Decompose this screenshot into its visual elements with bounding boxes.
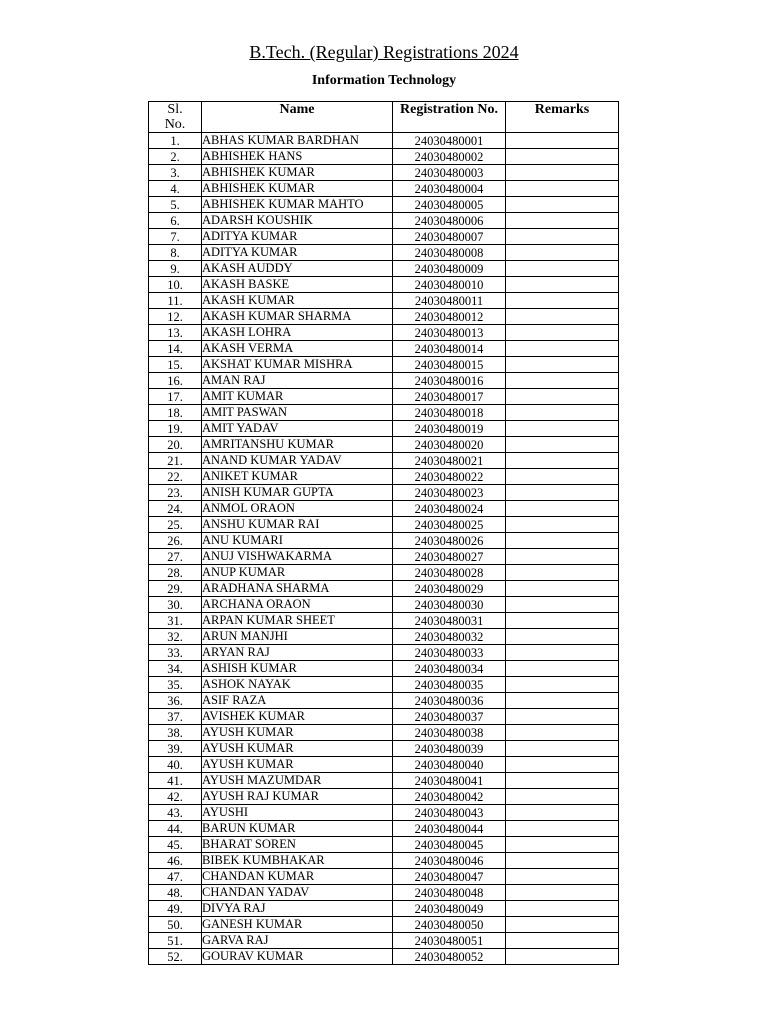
remarks-cell [506, 853, 619, 869]
name-cell: AYUSH KUMAR [202, 757, 393, 773]
sl-cell: 19. [149, 421, 202, 437]
sl-cell: 41. [149, 773, 202, 789]
sl-cell: 9. [149, 261, 202, 277]
sl-cell: 3. [149, 165, 202, 181]
sl-cell: 2. [149, 149, 202, 165]
name-cell: BARUN KUMAR [202, 821, 393, 837]
remarks-cell [506, 533, 619, 549]
registration-cell: 24030480013 [393, 325, 506, 341]
table-row [149, 245, 619, 261]
sl-cell: 8. [149, 245, 202, 261]
registration-cell: 24030480026 [393, 533, 506, 549]
sl-cell: 32. [149, 629, 202, 645]
registration-cell: 24030480033 [393, 645, 506, 661]
remarks-cell [506, 613, 619, 629]
name-cell: ANISH KUMAR GUPTA [202, 485, 393, 501]
name-cell: ADITYA KUMAR [202, 229, 393, 245]
sl-cell: 23. [149, 485, 202, 501]
header-sl-line1: Sl. [167, 102, 183, 117]
name-cell: ASHOK NAYAK [202, 677, 393, 693]
registration-cell: 24030480048 [393, 885, 506, 901]
header-sl-no [149, 102, 202, 133]
table-row [149, 549, 619, 565]
name-cell: ARUN MANJHI [202, 629, 393, 645]
name-cell: AMIT PASWAN [202, 405, 393, 421]
table-row [149, 293, 619, 309]
registration-cell: 24030480022 [393, 469, 506, 485]
registration-cell: 24030480049 [393, 901, 506, 917]
sl-cell: 24. [149, 501, 202, 517]
table-row [149, 197, 619, 213]
table-row [149, 949, 619, 965]
sl-cell: 17. [149, 389, 202, 405]
table-row [149, 533, 619, 549]
registration-cell: 24030480038 [393, 725, 506, 741]
header-remarks: Remarks [506, 102, 619, 133]
table-row [149, 821, 619, 837]
remarks-cell [506, 917, 619, 933]
registration-cell: 24030480010 [393, 277, 506, 293]
remarks-cell [506, 229, 619, 245]
header-sl-line2: No. [164, 117, 186, 132]
registration-cell: 24030480012 [393, 309, 506, 325]
remarks-cell [506, 421, 619, 437]
sl-cell: 28. [149, 565, 202, 581]
name-cell: ADARSH KOUSHIK [202, 213, 393, 229]
remarks-cell [506, 597, 619, 613]
table-row [149, 437, 619, 453]
sl-cell: 33. [149, 645, 202, 661]
sl-cell: 21. [149, 453, 202, 469]
remarks-cell [506, 453, 619, 469]
name-cell: ANU KUMARI [202, 533, 393, 549]
sl-cell: 42. [149, 789, 202, 805]
registration-cell: 24030480006 [393, 213, 506, 229]
registration-cell: 24030480046 [393, 853, 506, 869]
registration-cell: 24030480002 [393, 149, 506, 165]
table-row [149, 901, 619, 917]
remarks-cell [506, 213, 619, 229]
registration-cell: 24030480041 [393, 773, 506, 789]
remarks-cell [506, 901, 619, 917]
name-cell: ARYAN RAJ [202, 645, 393, 661]
table-row [149, 453, 619, 469]
remarks-cell [506, 661, 619, 677]
remarks-cell [506, 693, 619, 709]
sl-cell: 11. [149, 293, 202, 309]
remarks-cell [506, 165, 619, 181]
registration-cell: 24030480027 [393, 549, 506, 565]
sl-cell: 4. [149, 181, 202, 197]
table-row [149, 133, 619, 149]
remarks-cell [506, 933, 619, 949]
sl-cell: 6. [149, 213, 202, 229]
table-row [149, 485, 619, 501]
sl-cell: 31. [149, 613, 202, 629]
sl-cell: 35. [149, 677, 202, 693]
name-cell: AMRITANSHU KUMAR [202, 437, 393, 453]
sl-cell: 45. [149, 837, 202, 853]
remarks-cell [506, 341, 619, 357]
table-header-row [149, 102, 619, 133]
remarks-cell [506, 677, 619, 693]
remarks-cell [506, 309, 619, 325]
remarks-cell [506, 357, 619, 373]
remarks-cell [506, 469, 619, 485]
document-subtitle: Information Technology [311, 73, 457, 88]
registration-cell: 24030480043 [393, 805, 506, 821]
table-row [149, 693, 619, 709]
registration-cell: 24030480018 [393, 405, 506, 421]
registration-cell: 24030480040 [393, 757, 506, 773]
table-row [149, 229, 619, 245]
name-cell: ARADHANA SHARMA [202, 581, 393, 597]
registration-cell: 24030480045 [393, 837, 506, 853]
name-cell: GARVA RAJ [202, 933, 393, 949]
registration-cell: 24030480004 [393, 181, 506, 197]
registration-cell: 24030480029 [393, 581, 506, 597]
sl-cell: 1. [149, 133, 202, 149]
registration-cell: 24030480036 [393, 693, 506, 709]
remarks-cell [506, 949, 619, 965]
registration-cell: 24030480007 [393, 229, 506, 245]
name-cell: ABHISHEK KUMAR MAHTO [202, 197, 393, 213]
name-cell: AKASH LOHRA [202, 325, 393, 341]
name-cell: CHANDAN KUMAR [202, 869, 393, 885]
sl-cell: 16. [149, 373, 202, 389]
remarks-cell [506, 549, 619, 565]
table-row [149, 885, 619, 901]
document-title: B.Tech. (Regular) Registrations 2024 [249, 42, 519, 62]
remarks-cell [506, 181, 619, 197]
name-cell: GOURAV KUMAR [202, 949, 393, 965]
table-row [149, 181, 619, 197]
table-row [149, 597, 619, 613]
name-cell: AKASH VERMA [202, 341, 393, 357]
registration-cell: 24030480001 [393, 133, 506, 149]
sl-cell: 15. [149, 357, 202, 373]
table-row [149, 469, 619, 485]
sl-cell: 36. [149, 693, 202, 709]
remarks-cell [506, 565, 619, 581]
table-row [149, 501, 619, 517]
remarks-cell [506, 293, 619, 309]
name-cell: AKASH AUDDY [202, 261, 393, 277]
remarks-cell [506, 245, 619, 261]
table-row [149, 789, 619, 805]
registration-cell: 24030480047 [393, 869, 506, 885]
remarks-cell [506, 757, 619, 773]
table-row [149, 261, 619, 277]
table-row [149, 213, 619, 229]
name-cell: ANIKET KUMAR [202, 469, 393, 485]
table-row [149, 149, 619, 165]
name-cell: ASIF RAZA [202, 693, 393, 709]
registration-cell: 24030480024 [393, 501, 506, 517]
table-row [149, 629, 619, 645]
sl-cell: 52. [149, 949, 202, 965]
table-row [149, 661, 619, 677]
table-row [149, 741, 619, 757]
sl-cell: 25. [149, 517, 202, 533]
registration-cell: 24030480032 [393, 629, 506, 645]
name-cell: CHANDAN YADAV [202, 885, 393, 901]
sl-cell: 50. [149, 917, 202, 933]
name-cell: ABHISHEK KUMAR [202, 165, 393, 181]
remarks-cell [506, 405, 619, 421]
name-cell: ASHISH KUMAR [202, 661, 393, 677]
table-row [149, 357, 619, 373]
registration-cell: 24030480030 [393, 597, 506, 613]
remarks-cell [506, 277, 619, 293]
sl-cell: 47. [149, 869, 202, 885]
registration-cell: 24030480050 [393, 917, 506, 933]
registration-cell: 24030480015 [393, 357, 506, 373]
sl-cell: 29. [149, 581, 202, 597]
table-row [149, 165, 619, 181]
table-row [149, 757, 619, 773]
registration-cell: 24030480016 [393, 373, 506, 389]
remarks-cell [506, 149, 619, 165]
remarks-cell [506, 501, 619, 517]
registration-cell: 24030480042 [393, 789, 506, 805]
registration-cell: 24030480023 [393, 485, 506, 501]
sl-cell: 5. [149, 197, 202, 213]
name-cell: AKSHAT KUMAR MISHRA [202, 357, 393, 373]
sl-cell: 48. [149, 885, 202, 901]
registration-cell: 24030480031 [393, 613, 506, 629]
header-registration-no: Registration No. [393, 102, 506, 133]
remarks-cell [506, 805, 619, 821]
remarks-cell [506, 869, 619, 885]
remarks-cell [506, 389, 619, 405]
name-cell: AKASH KUMAR [202, 293, 393, 309]
table-row [149, 341, 619, 357]
table-row [149, 373, 619, 389]
registration-cell: 24030480025 [393, 517, 506, 533]
name-cell: AYUSH RAJ KUMAR [202, 789, 393, 805]
name-cell: DIVYA RAJ [202, 901, 393, 917]
table-row [149, 645, 619, 661]
registration-cell: 24030480008 [393, 245, 506, 261]
sl-cell: 30. [149, 597, 202, 613]
remarks-cell [506, 581, 619, 597]
remarks-cell [506, 325, 619, 341]
table-row [149, 581, 619, 597]
sl-cell: 12. [149, 309, 202, 325]
name-cell: ANUP KUMAR [202, 565, 393, 581]
sl-cell: 14. [149, 341, 202, 357]
registration-cell: 24030480014 [393, 341, 506, 357]
table-row [149, 805, 619, 821]
table-row [149, 389, 619, 405]
name-cell: AMIT YADAV [202, 421, 393, 437]
remarks-cell [506, 261, 619, 277]
sl-cell: 13. [149, 325, 202, 341]
registration-cell: 24030480035 [393, 677, 506, 693]
table-row [149, 565, 619, 581]
name-cell: ANMOL ORAON [202, 501, 393, 517]
remarks-cell [506, 629, 619, 645]
name-cell: ARPAN KUMAR SHEET [202, 613, 393, 629]
sl-cell: 27. [149, 549, 202, 565]
remarks-cell [506, 773, 619, 789]
table-row [149, 725, 619, 741]
sl-cell: 7. [149, 229, 202, 245]
registration-cell: 24030480009 [393, 261, 506, 277]
sl-cell: 18. [149, 405, 202, 421]
name-cell: ABHISHEK KUMAR [202, 181, 393, 197]
remarks-cell [506, 741, 619, 757]
name-cell: GANESH KUMAR [202, 917, 393, 933]
remarks-cell [506, 837, 619, 853]
sl-cell: 20. [149, 437, 202, 453]
registration-cell: 24030480005 [393, 197, 506, 213]
remarks-cell [506, 373, 619, 389]
remarks-cell [506, 485, 619, 501]
sl-cell: 26. [149, 533, 202, 549]
registration-cell: 24030480017 [393, 389, 506, 405]
sl-cell: 34. [149, 661, 202, 677]
name-cell: AKASH KUMAR SHARMA [202, 309, 393, 325]
name-cell: ANSHU KUMAR RAI [202, 517, 393, 533]
name-cell: AMIT KUMAR [202, 389, 393, 405]
header-name: Name [202, 102, 393, 133]
table-row [149, 773, 619, 789]
name-cell: BHARAT SOREN [202, 837, 393, 853]
registration-cell: 24030480028 [393, 565, 506, 581]
table-row [149, 613, 619, 629]
table-row [149, 837, 619, 853]
registration-cell: 24030480021 [393, 453, 506, 469]
sl-cell: 38. [149, 725, 202, 741]
remarks-cell [506, 821, 619, 837]
remarks-cell [506, 885, 619, 901]
sl-cell: 39. [149, 741, 202, 757]
registration-cell: 24030480019 [393, 421, 506, 437]
table-row [149, 869, 619, 885]
name-cell: ANUJ VISHWAKARMA [202, 549, 393, 565]
name-cell: AMAN RAJ [202, 373, 393, 389]
table-row [149, 517, 619, 533]
name-cell: AYUSH MAZUMDAR [202, 773, 393, 789]
name-cell: ABHISHEK HANS [202, 149, 393, 165]
table-row [149, 309, 619, 325]
name-cell: ADITYA KUMAR [202, 245, 393, 261]
remarks-cell [506, 709, 619, 725]
remarks-cell [506, 197, 619, 213]
sl-cell: 22. [149, 469, 202, 485]
name-cell: ANAND KUMAR YADAV [202, 453, 393, 469]
sl-cell: 40. [149, 757, 202, 773]
name-cell: ABHAS KUMAR BARDHAN [202, 133, 393, 149]
table-row [149, 277, 619, 293]
registration-cell: 24030480020 [393, 437, 506, 453]
name-cell: AYUSHI [202, 805, 393, 821]
name-cell: AKASH BASKE [202, 277, 393, 293]
table-row [149, 853, 619, 869]
registrations-table [148, 101, 619, 965]
sl-cell: 43. [149, 805, 202, 821]
sl-cell: 44. [149, 821, 202, 837]
sl-cell: 51. [149, 933, 202, 949]
remarks-cell [506, 517, 619, 533]
registration-cell: 24030480044 [393, 821, 506, 837]
remarks-cell [506, 645, 619, 661]
table-body [149, 133, 619, 965]
table-row [149, 677, 619, 693]
remarks-cell [506, 133, 619, 149]
name-cell: BIBEK KUMBHAKAR [202, 853, 393, 869]
name-cell: AYUSH KUMAR [202, 725, 393, 741]
remarks-cell [506, 789, 619, 805]
table-row [149, 421, 619, 437]
table-row [149, 933, 619, 949]
sl-cell: 10. [149, 277, 202, 293]
registration-cell: 24030480039 [393, 741, 506, 757]
name-cell: ARCHANA ORAON [202, 597, 393, 613]
remarks-cell [506, 437, 619, 453]
sl-cell: 49. [149, 901, 202, 917]
table-row [149, 917, 619, 933]
table-row [149, 709, 619, 725]
registration-cell: 24030480052 [393, 949, 506, 965]
name-cell: AYUSH KUMAR [202, 741, 393, 757]
registration-cell: 24030480051 [393, 933, 506, 949]
registration-cell: 24030480034 [393, 661, 506, 677]
sl-cell: 37. [149, 709, 202, 725]
table-row [149, 405, 619, 421]
registration-cell: 24030480011 [393, 293, 506, 309]
registration-cell: 24030480003 [393, 165, 506, 181]
sl-cell: 46. [149, 853, 202, 869]
name-cell: AVISHEK KUMAR [202, 709, 393, 725]
remarks-cell [506, 725, 619, 741]
registration-cell: 24030480037 [393, 709, 506, 725]
table-row [149, 325, 619, 341]
